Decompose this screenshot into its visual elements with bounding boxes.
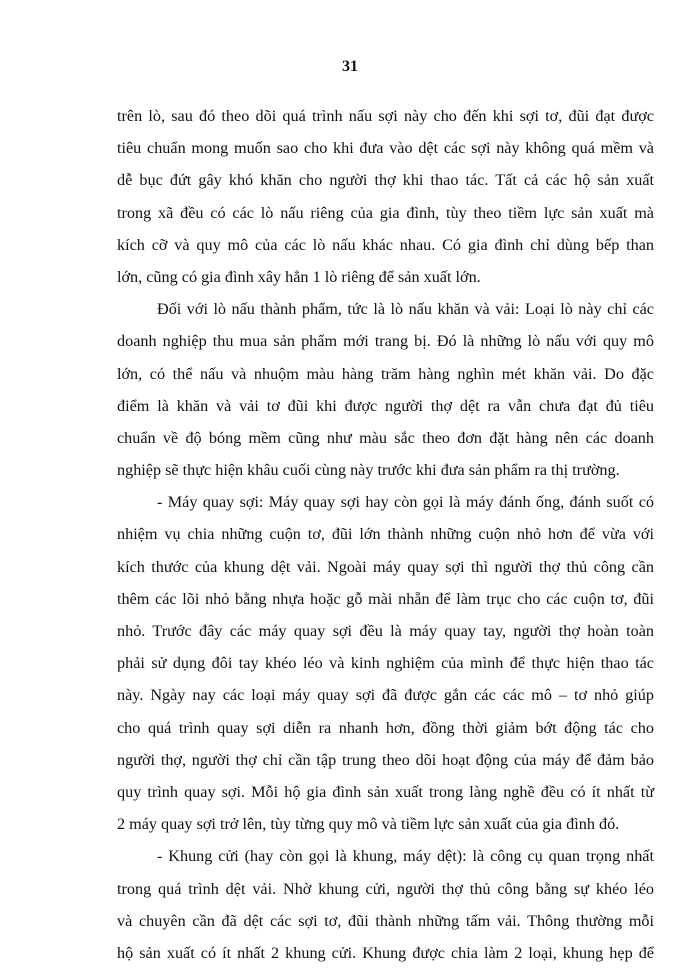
text-line: trên lò, sau đó theo dõi quá trình nấu sợi này cho đến khi sợi tơ, đũi đạt được (117, 107, 654, 125)
text-line: lớn, có thể nấu và nhuộm màu hàng trăm hàng nghìn mét khăn vải. Do đặc (117, 364, 654, 383)
text-line: thêm các lõi nhỏ bằng nhựa hoặc gỗ mài nhẵn để làm trục cho các cuộn tơ, đũi (117, 589, 654, 608)
text-line: phải sử dụng đôi tay khéo léo và kinh nghiệm của mình để thực hiện thao tác (117, 654, 654, 673)
text-line: hộ sản xuất có ít nhất 2 khung cửi. Khung được chia làm 2 loại, khung hẹp để (117, 943, 654, 962)
text-line: kích thước của khung dệt vải. Ngoài máy quay sợi thì người thợ thủ công cần (117, 557, 654, 576)
text-line: quy trình quay sợi. Mỗi hộ gia đình sản xuất trong làng nghề đều có ít nhất từ (117, 782, 654, 801)
text-line: doanh nghiệp thu mua sản phẩm mới trang bị. Đó là những lò nấu với quy mô (117, 332, 654, 351)
text-line: dễ bục đứt gây khó khăn cho người thợ khi thao tác. Tất cả các hộ sản xuất (117, 171, 654, 190)
paragraph (117, 840, 654, 969)
paragraph (117, 100, 654, 293)
text-line: này. Ngày nay các loại máy quay sợi đã được gắn các các mô – tơ nhỏ giúp (117, 686, 654, 705)
text-line: - Khung cửi (hay còn gọi là khung, máy dệt): là công cụ quan trọng nhất (157, 847, 654, 866)
text-line: lớn, cũng có gia đình xây hẳn 1 lò riêng để sản xuất lớn. (117, 267, 481, 286)
text-line: trong xã đều có các lò nấu riêng của gia đình, tùy theo tiềm lực sản xuất mà (117, 203, 654, 222)
text-line: điểm là khăn và vải tơ đũi khi được người thợ dệt ra vẫn chưa đạt đủ tiêu (117, 396, 654, 415)
text-line: Đối với lò nấu thành phẩm, tức là lò nấu khăn và vải: Loại lò này chỉ các (157, 300, 654, 319)
document-body (117, 100, 654, 969)
text-line: tiêu chuẩn mong muốn sao cho khi đưa vào dệt các sợi này không quá mềm và (117, 139, 654, 158)
text-line: cho quá trình quay sợi diễn ra nhanh hơn, đồng thời giảm bớt động tác cho (117, 718, 654, 737)
text-line: nhiệm vụ chia những cuộn tơ, đũi lớn thành những cuộn nhỏ hơn để vừa với (117, 525, 654, 544)
text-line: nghiệp sẽ thực hiện khâu cuối cùng này trước khi đưa sản phẩm ra thị trường. (117, 461, 620, 480)
text-line: 2 máy quay sợi trở lên, tùy từng quy mô và tiềm lực sản xuất của gia đình đó. (117, 815, 620, 834)
paragraph (117, 486, 654, 840)
paragraph (117, 293, 654, 486)
text-line: kích cỡ và quy mô của các lò nấu khác nhau. Có gia đình chỉ dùng bếp than (117, 235, 654, 254)
text-line: và chuyên cần đã dệt các sợi tơ, đũi thành những tấm vải. Thông thường mỗi (117, 911, 654, 930)
page-number: 31 (342, 58, 358, 75)
text-line: nhỏ. Trước đây các máy quay sợi đều là máy quay tay, người thợ hoàn toàn (117, 622, 654, 640)
text-line: - Máy quay sợi: Máy quay sợi hay còn gọi là máy đánh ống, đánh suốt có (157, 493, 654, 512)
text-line: người thợ, người thợ chỉ cần tập trung theo dõi hoạt động của máy để đảm bảo (117, 750, 654, 769)
text-line: trong quá trình dệt vải. Nhờ khung cửi, người thợ thủ công bằng sự khéo léo (117, 879, 654, 898)
text-line: chuẩn về độ bóng mềm cũng như màu sắc theo đơn đặt hàng nên các doanh (117, 428, 654, 447)
